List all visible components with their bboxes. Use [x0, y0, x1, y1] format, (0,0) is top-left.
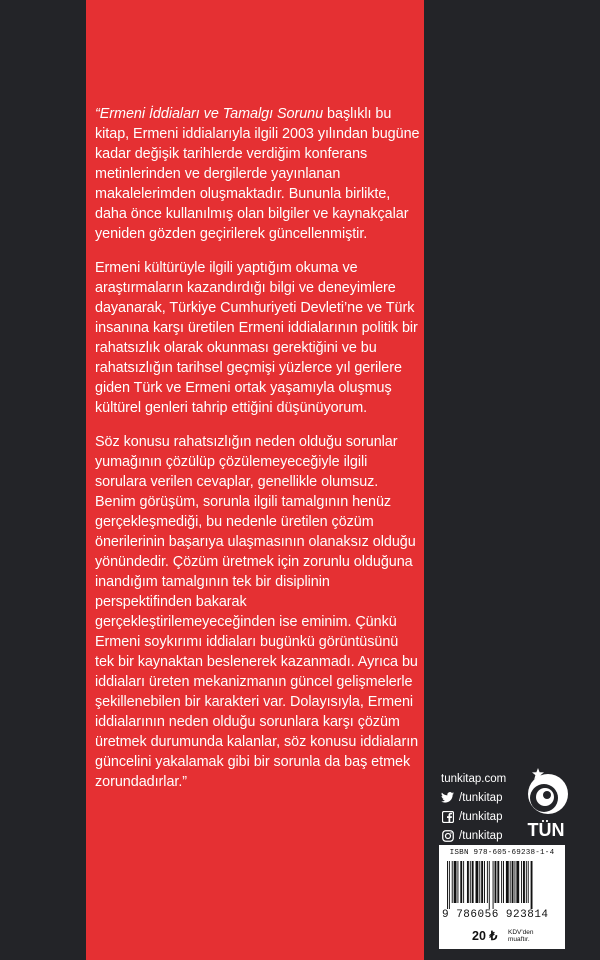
spine-dark-band [0, 0, 86, 960]
barcode-bar [526, 861, 527, 903]
barcode-bars [447, 861, 561, 909]
barcode-bar [481, 861, 483, 903]
barcode-bar [457, 861, 458, 903]
tax-note: KDV'den muaftır. [508, 929, 534, 943]
price-box [472, 927, 532, 945]
blurb-paragraph-1-text: başlıklı bu kitap, Ermeni iddialarıyla ilgili 2003 yılından bugüne kadar değişik tarihlerde verdiğim konferans metinlerinden ve dergilerde yayınlanan makalelerimden oluşmaktadır. Bununla birlikte, daha önce kullanılmış olan bilgiler ve kaynakçalar yeniden gözden geçirilerek güncellenmiştir. [95, 106, 420, 242]
twitter-handle: /tunkitap [459, 791, 503, 804]
barcode-bar [470, 861, 471, 903]
facebook-icon [441, 810, 454, 823]
spiral-moon-icon [528, 774, 568, 814]
barcode-bar [506, 861, 509, 903]
barcode-digit-text: 9 786056 923814 [442, 909, 549, 921]
barcode-bar [454, 861, 457, 903]
website-text: tunkitap.com [441, 772, 507, 785]
barcode-bar [514, 861, 515, 903]
publisher-logo-text: TÜN [527, 820, 565, 840]
barcode-bar [497, 861, 499, 903]
twitter-link[interactable] [441, 788, 506, 807]
book-title-quote: “Ermeni İddiaları ve Tamalgı Sorunu [95, 106, 324, 122]
barcode-bar [476, 861, 479, 903]
barcode-bar [463, 861, 464, 903]
barcode-bar [484, 861, 485, 903]
price: 20 ₺ [472, 929, 498, 943]
back-cover-blurb [95, 104, 420, 806]
blurb-paragraph-1 [95, 104, 420, 244]
barcode-bar [521, 861, 522, 903]
isbn-label: ISBN 978-605-69238-1-4 [449, 849, 555, 857]
barcode-bar [495, 861, 497, 903]
blurb-paragraph-2: Ermeni kültürüyle ilgili yaptığım okuma ve araştırmaların kazandırdığı bilgi ve deneyimlere dayanarak, Türkiye Cumhuriyeti Devleti’ne ve Türk insanına karşı üretilen Ermeni iddialarının politik bir rahatsızlık olarak okunması gerektiğini ve bu rahatsızlığın tarihsel geçmişi yüzlerce yıl gerilere giden Türk ve Ermeni ortak yaşamıyla oluşmuş kültürel genleri tahrip ettiğini düşünüyorum. [95, 260, 418, 416]
twitter-icon [441, 791, 454, 804]
barcode-box [439, 845, 565, 949]
barcode-bar [479, 861, 480, 903]
barcode-bar [531, 861, 533, 909]
instagram-icon [441, 829, 454, 842]
barcode-bar [501, 861, 502, 903]
barcode-bar [449, 861, 450, 909]
barcode-bar [510, 861, 511, 903]
facebook-link[interactable] [441, 807, 506, 826]
barcode-bar [503, 861, 504, 903]
barcode-bar [452, 861, 453, 903]
barcode-bar [493, 861, 494, 909]
barcode-bar [516, 861, 519, 903]
barcode-bar [489, 861, 490, 909]
blurb-paragraph-3: Söz konusu rahatsızlığın neden olduğu sorunlar yumağının çözülüp çözülemeyeceğiyle ilgili sorulara verilen cevaplar, genellikle olumsuz. Benim görüşüm, sorunla ilgili tamalgının henüz gerçekleşmediği, bu nedenle üretilen çözüm önerilerinin başarıya ulaşmasının olanaksız olduğu yönündedir. Çözüm üretmek için zorunlu olduğuna inandığım tamalgının tek bir disiplinin perspektifinden bakarak gerçekleştirilemeyeceğinden ise eminim. Çünkü Ermeni soykırımı iddiaları bugünkü görüntüsünü tek bir kaynaktan beslenerek kazanmadı. Ayrıca bu iddiaları üreten mekanizmanın güncel gelişmelerle şekillenebilen bir karakteri var. Dolayısıyla, Ermeni iddialarının neden olduğu sorunlara karşı çözüm üretmek durumunda kalanlar, söz konusu iddiaların güncelini yakalamak gibi bir sorunla da baş etmek zorundadırlar.” [95, 434, 419, 790]
website-link[interactable] [441, 769, 506, 788]
barcode-bar [487, 861, 488, 903]
barcode-bar [472, 861, 474, 903]
barcode-bar [447, 861, 448, 909]
barcode-bar [467, 861, 469, 903]
instagram-link[interactable] [441, 826, 506, 845]
barcode-bar [528, 861, 529, 903]
barcode-bar [512, 861, 514, 903]
barcode-bar [523, 861, 525, 903]
tun-publisher-logo [520, 768, 572, 840]
facebook-handle: /tunkitap [459, 810, 503, 823]
social-links [441, 769, 506, 845]
instagram-handle: /tunkitap [459, 829, 503, 842]
barcode-bar [460, 861, 462, 903]
